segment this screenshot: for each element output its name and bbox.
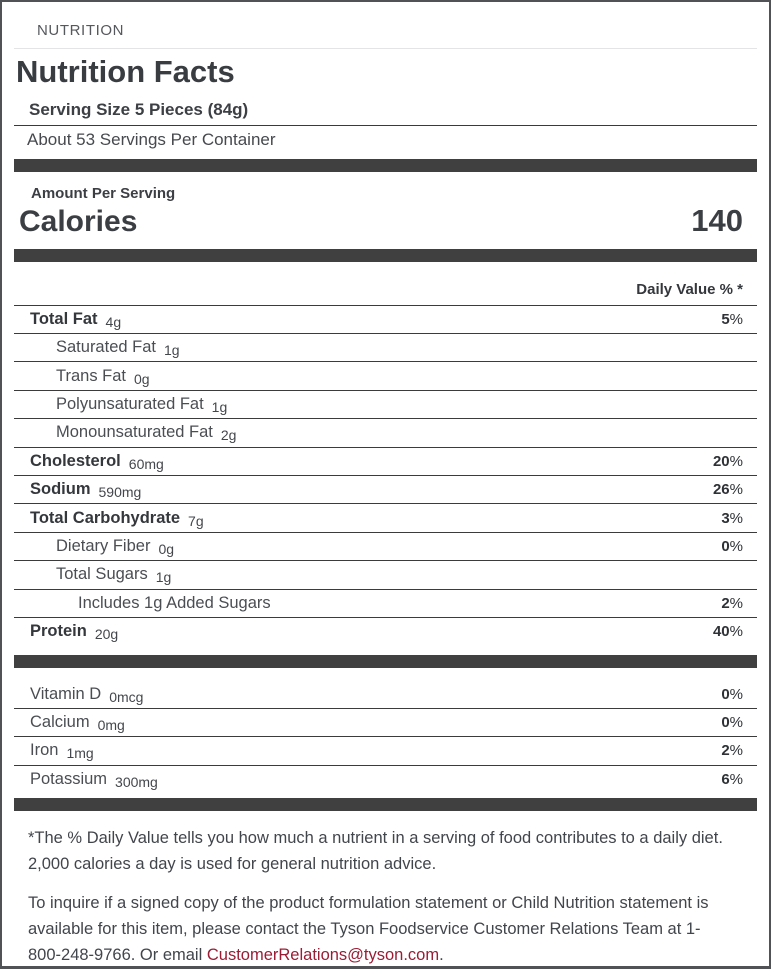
nutrient-amount: 300mg bbox=[115, 773, 158, 790]
nutrient-row bbox=[14, 306, 757, 334]
calories-value: 140 bbox=[691, 202, 743, 238]
nutrient-label-wrap bbox=[30, 713, 721, 732]
nutrient-amount: 60mg bbox=[128, 455, 164, 472]
nutrient-name: Polyunsaturated Fat bbox=[56, 395, 204, 413]
light-divider bbox=[14, 48, 757, 49]
nutrient-amount: 1g bbox=[155, 569, 172, 586]
thin-divider bbox=[14, 125, 757, 126]
nutrient-daily-value: 40% bbox=[712, 623, 743, 641]
nutrient-amount: 2g bbox=[220, 427, 237, 444]
nutrient-name: Trans Fat bbox=[56, 366, 126, 385]
contact-email-link[interactable]: CustomerRelations@tyson.com bbox=[206, 945, 440, 964]
nutrient-name: Saturated Fat bbox=[56, 338, 156, 357]
nutrient-row bbox=[14, 737, 757, 765]
nutrient-label-wrap bbox=[30, 310, 721, 329]
nutrient-daily-value: 0% bbox=[721, 685, 743, 703]
nutrient-daily-value: 0% bbox=[721, 537, 743, 555]
nutrient-row bbox=[14, 476, 757, 504]
nutrient-amount: 7g bbox=[188, 512, 204, 529]
nutrient-label-wrap bbox=[30, 509, 721, 528]
nutrient-amount: 4g bbox=[105, 313, 122, 330]
nutrient-amount: 1g bbox=[211, 399, 228, 415]
contact-paragraph bbox=[28, 890, 727, 968]
nutrient-row bbox=[14, 419, 757, 447]
nutrient-daily-value: 6% bbox=[721, 770, 743, 788]
nutrient-daily-value: 2% bbox=[721, 594, 743, 612]
thick-divider-top bbox=[14, 159, 757, 172]
nutrient-daily-value: 5% bbox=[721, 310, 743, 328]
thick-divider-bottom bbox=[14, 798, 757, 811]
nutrient-label-wrap bbox=[30, 565, 743, 584]
nutrient-daily-value: 26% bbox=[712, 481, 743, 499]
micronutrient-table bbox=[14, 680, 757, 793]
daily-value-header: Daily Value % * bbox=[636, 280, 743, 298]
nutrient-label-wrap bbox=[30, 423, 743, 442]
nutrient-label-wrap bbox=[30, 622, 713, 641]
nutrient-label-wrap bbox=[30, 367, 743, 386]
calories-label: Calories bbox=[19, 204, 138, 238]
nutrient-amount: 0mcg bbox=[109, 688, 144, 705]
nutrient-row bbox=[14, 334, 757, 362]
nutrient-name: Calcium bbox=[30, 712, 90, 731]
section-heading-nutrition: NUTRITION bbox=[37, 22, 125, 39]
nutrient-name: Total Carbohydrate bbox=[30, 508, 181, 527]
nutrient-label-wrap bbox=[30, 594, 721, 613]
nutrient-name: Total Sugars bbox=[56, 565, 148, 584]
thick-divider-calories bbox=[14, 249, 757, 262]
nutrient-row bbox=[14, 590, 757, 618]
nutrient-label-wrap bbox=[30, 480, 713, 499]
serving-size: Serving Size 5 Pieces (84g) bbox=[29, 99, 249, 119]
nutrient-daily-value: 3% bbox=[721, 509, 743, 527]
nutrient-row bbox=[14, 362, 757, 390]
nutrient-amount: 0g bbox=[158, 540, 175, 557]
nutrient-label-wrap bbox=[30, 452, 713, 471]
servings-per-container: About 53 Servings Per Container bbox=[27, 129, 276, 149]
nutrient-amount: 1mg bbox=[66, 745, 94, 762]
contact-text-after: . bbox=[439, 945, 444, 964]
nutrient-daily-value: 2% bbox=[721, 742, 743, 760]
nutrient-amount: 0g bbox=[134, 370, 150, 387]
nutrient-amount: 590mg bbox=[98, 484, 142, 501]
nutrient-name: Protein bbox=[30, 622, 87, 641]
calories-row bbox=[19, 203, 743, 239]
nutrient-daily-value: 20% bbox=[712, 452, 743, 470]
nutrient-table bbox=[14, 305, 757, 646]
nutrient-daily-value: 0% bbox=[721, 713, 743, 731]
nutrient-row bbox=[14, 448, 757, 476]
nutrient-label-wrap bbox=[30, 770, 721, 789]
nutrient-label-wrap bbox=[30, 685, 721, 704]
nutrient-label-wrap bbox=[30, 395, 743, 414]
nutrient-label-wrap bbox=[30, 537, 721, 556]
nutrient-label-wrap bbox=[30, 741, 721, 760]
nutrient-name: Sodium bbox=[30, 480, 91, 499]
nutrient-name: Total Fat bbox=[30, 309, 98, 328]
nutrient-amount: 0mg bbox=[97, 716, 125, 733]
page-title: Nutrition Facts bbox=[16, 54, 235, 89]
nutrient-name: Includes 1g Added Sugars bbox=[78, 593, 271, 612]
panel-content bbox=[2, 22, 769, 968]
nutrient-row bbox=[14, 766, 757, 793]
nutrient-row bbox=[14, 680, 757, 708]
nutrient-row bbox=[14, 561, 757, 589]
nutrient-name: Dietary Fiber bbox=[56, 536, 151, 555]
nutrient-row bbox=[14, 504, 757, 532]
nutrient-name: Monounsaturated Fat bbox=[56, 423, 213, 442]
nutrient-name: Potassium bbox=[30, 769, 108, 788]
nutrient-row bbox=[14, 618, 757, 645]
contact-text-before: To inquire if a signed copy of the product formulation statement or Child Nutrition statement is available for this item, please contact the Tyson Foodservice Customer Relations Team at 1-800-248-9766. Or email bbox=[28, 893, 709, 964]
nutrient-name: Iron bbox=[30, 741, 59, 760]
nutrient-row bbox=[14, 533, 757, 561]
nutrient-row bbox=[14, 391, 757, 419]
nutrient-row bbox=[14, 709, 757, 737]
nutrient-amount: 1g bbox=[163, 342, 180, 359]
amount-per-serving-label: Amount Per Serving bbox=[31, 184, 176, 202]
nutrient-name: Cholesterol bbox=[30, 451, 121, 470]
nutrient-name: Vitamin D bbox=[30, 684, 102, 703]
nutrient-label-wrap bbox=[30, 338, 743, 357]
daily-value-footnote: *The % Daily Value tells you how much a nutrient in a serving of food contributes to a daily diet. 2,000 calories a day is used for general nutrition advice. bbox=[28, 828, 723, 873]
thick-divider-protein bbox=[14, 655, 757, 668]
nutrient-amount: 20g bbox=[94, 626, 119, 643]
